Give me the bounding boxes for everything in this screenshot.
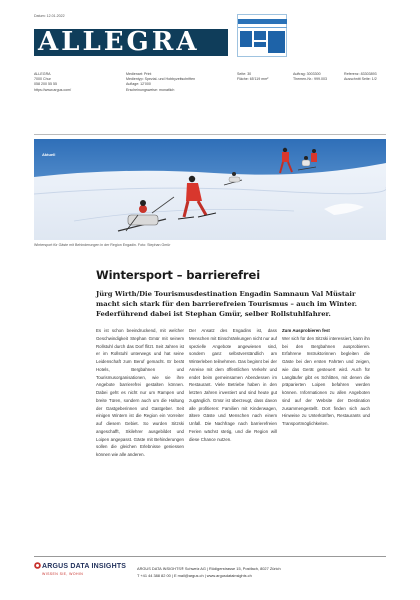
article-paragraph: Wer sich für den Sitzski interessiert, kann ihn bei den Bergbahnen ausprobieren. Erfahrene Instruktorinnen begleiten die Gäste bei den ersten Fahrten und zeigen, wie das Gerät gesteuert wird. Auch für Langläufer gibt es Schlitten, mit denen die präparierten Loipen befahren werden können. Informationen zu allen Angeboten sind auf der Website der Destination zusammengestellt. Dort finden sich auch Hinweise zu Unterkünften, Restaurants und Transportmöglichkeiten. — [282, 335, 370, 426]
meta-text: Medientyp: Spezial- und Hobbyzeitschriften — [126, 77, 196, 82]
footer-contact — [137, 565, 281, 579]
ski-scene-image — [34, 139, 386, 240]
photo-caption: Wintersport für Gäste mit Behinderungen in der Region Engadin. Foto: Stephan Gmür — [34, 243, 171, 247]
article-paragraph: Der Ansatz des Engadins ist, dass Menschen mit Einschränkungen nicht nur auf spezielle Angebote angewiesen sind, sondern ganz selbstverständlich am Winterleben teilnehmen. Das beginnt bei der Anreise mit dem öffentlichen Verkehr und endet beim gemeinsamen Abendessen im Restaurant. Viele Betriebe haben in den letzten Jahren investiert und sind heute gut zugänglich. Gmür ist überzeugt, dass davon alle profitieren: Familien mit Kinderwagen, ältere Gäste und Menschen nach einem Unfall. Die Nachfrage nach barrierefreien Ferien wächst stetig, und die Region will diese Chance nutzen. — [189, 328, 277, 442]
meta-text: Auflage: 12'000 — [126, 82, 151, 87]
header-divider — [34, 134, 386, 135]
meta-text: Auftrag: 3003300 — [293, 72, 321, 76]
meta-page — [237, 72, 268, 82]
meta-text: Themen-Nr.: 999.003 — [293, 77, 327, 82]
meta-text: 7000 Chur — [34, 77, 51, 82]
article-lead: Jürg Wirth/Die Tourismusdestination Engadin Samnaun Val Müstair macht sich stark für den barrierefreien Tourismus – auch im Winter. Federführend dabei ist Stephan Gmür, selber Rollstuhlfahrer. — [96, 290, 358, 318]
publication-title: ALLEGRA — [38, 27, 200, 57]
meta-text: Referenz: 83303893 — [344, 72, 377, 76]
meta-text: 058 200 55 55 — [34, 82, 57, 87]
article-column-2 — [189, 327, 277, 443]
section-label: Aktuell — [42, 152, 56, 157]
article-paragraph: Es ist schon beeindruckend, mit welcher Geschwindigkeit Stephan Gmür mit seinem Rollstuhl durch das Dorf flitzt. Seit Jahren ist er im Rollstuhl unterwegs und hat seine Leidenschaft zum Beruf gemacht. Er berät Hotels, Bergbahnen und Tourismusorganisationen, wie sie ihre Angebote barrierefrei gestalten können. Dabei geht es nicht nur um Rampen und breite Türen, sondern auch um die Haltung der Gastgeberinnen und Gastgeber. Seit einigen Wintern ist die Region ein Vorreiter auf diesem Gebiet. So wurden Sitzski angeschafft, Skilehrer ausgebildet und Loipen angepasst. Gäste mit Behinderungen sollen die gleichen Erlebnisse geniessen können wie alle anderen. — [96, 328, 184, 457]
argus-page-thumbnail — [237, 14, 287, 57]
publication-logo — [34, 29, 228, 56]
article-subhead: Zum Ausprobieren fest — [282, 328, 330, 333]
argus-brand: ARGUS DATA INSIGHTS — [42, 563, 127, 570]
meta-text: https://www.argus.com/ — [34, 87, 72, 92]
article-column-1 — [96, 327, 184, 459]
meta-text: Medienart: Print — [126, 72, 152, 76]
footer-address: ARGUS DATA INSIGHTS® Schweiz AG | Rüdigerstrasse 15, Postfach, 8027 Zürich — [137, 566, 281, 571]
meta-text: ALLEGRA — [34, 72, 51, 76]
meta-text: Fläche: 65'119 mm² — [237, 77, 269, 82]
argus-tagline: WISSEN SIE, WOHIN — [42, 572, 84, 576]
meta-media — [126, 72, 195, 93]
meta-reference — [344, 72, 377, 82]
meta-text: Erscheinungsweise: monatlich — [126, 87, 175, 92]
article-photo — [34, 139, 386, 240]
footer-contact-line: T +41 44 388 82 00 | E mail@argus.ch | www.argusdatainsights.ch — [137, 573, 252, 578]
meta-text: Seite: 30 — [237, 72, 252, 76]
publication-date: Datum: 12.01.2022 — [34, 14, 65, 18]
article-headline: Wintersport – barrierefrei — [96, 268, 261, 282]
argus-logo-icon — [34, 562, 41, 569]
meta-text: Ausschnitt Seite: 1/2 — [344, 77, 377, 82]
meta-source — [34, 72, 71, 93]
meta-order — [293, 72, 327, 82]
article-column-3 — [282, 327, 370, 428]
footer-divider — [34, 556, 386, 557]
